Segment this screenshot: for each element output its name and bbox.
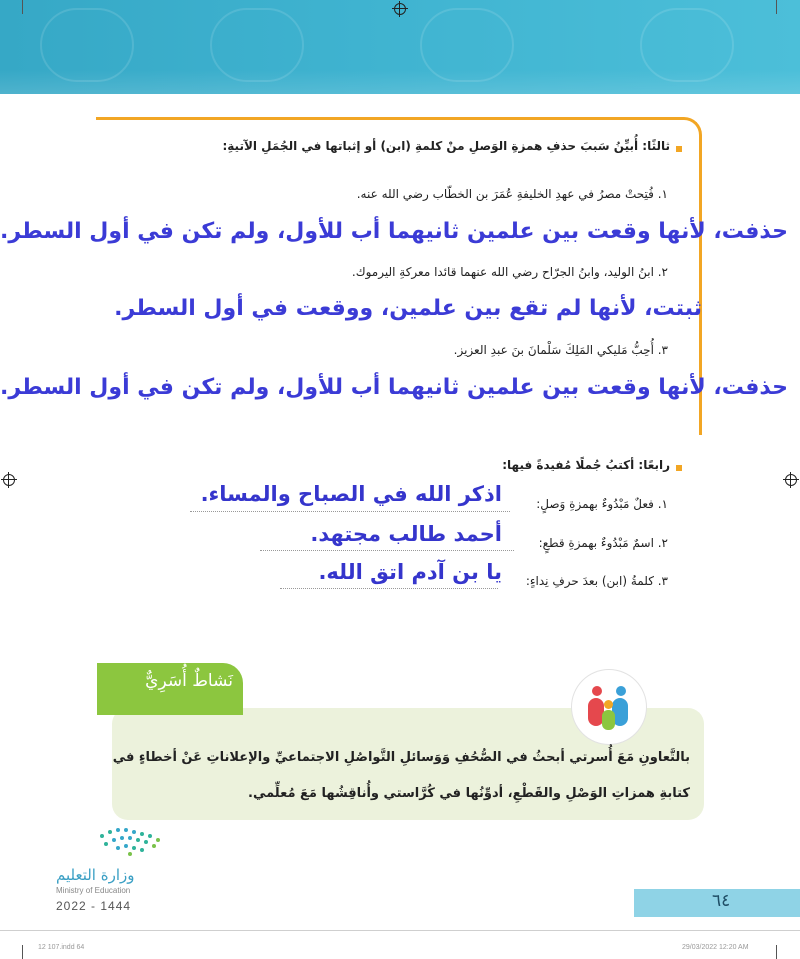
edition-year: 2022 - 1444: [56, 899, 132, 913]
ministry-name-en: Ministry of Education: [56, 886, 131, 895]
section4-prompt-2: ٢. اسمٌ مَبْدُوءٌ بهمزةِ قطعٍ:: [538, 536, 668, 550]
file-label: 12 107.indd 64: [38, 944, 85, 951]
section3-heading: ثالثًا: أُبيِّنُ سَببَ حذفِ همزةِ الوَصلِ منْ كلمةِ (ابن) أو إثباتها في الجُمَلِ الآتيةِ:: [222, 139, 670, 153]
activity-title: نَشاطٌ أُسَرِيٌّ: [145, 671, 233, 691]
section4-answer-2: أحمد طالب مجتهد.: [310, 522, 502, 546]
registration-mark-icon: [785, 474, 797, 486]
answer-line: [280, 587, 498, 589]
section3-sentence-3: ٣. أُحِبُّ مَليكي المَلِكَ سَلْمانَ بنَ عبدِ العزيز.: [453, 343, 668, 357]
activity-line-1: بالتَّعاونِ مَعَ أُسرتي أبحثُ في الصُّحُفِ وَوَسائلِ التَّواصُلِ الاجتماعيِّ والإعلاناتِ عَنْ أخطاءٍ في: [112, 750, 690, 765]
section4-prompt-3: ٣. كلمةُ (ابن) بعدَ حرفِ نِداءٍ:: [525, 574, 668, 588]
ministry-name-ar: وزارة التعليم: [56, 866, 135, 884]
section3-answer-3: حذفت، لأنها وقعت بين علمين ثانيهما أب للأول، ولم تكن في أول السطر.: [0, 375, 788, 400]
section3-answer-2: ثبتت، لأنها لم تقع بين علمين، ووقعت في أول السطر.: [114, 296, 702, 321]
crop-mark: [22, 0, 23, 14]
answer-line: [260, 549, 514, 551]
section4-answer-1: اذكر الله في الصباح والمساء.: [200, 482, 502, 506]
print-date: 29/03/2022 12:20 AM: [682, 944, 749, 951]
answer-line: [190, 510, 510, 512]
section4-prompt-1: ١. فعلٌ مَبْدُوءٌ بهمزةِ وَصلٍ:: [536, 497, 668, 511]
bullet-icon: [676, 465, 682, 471]
section3-sentence-1: ١. فُتِحتْ مصرُ في عهدِ الخليفةِ عُمَرَ بن الخطّاب رضي الله عنه.: [356, 187, 668, 201]
ministry-logo-icon: [100, 828, 164, 858]
section4-heading: رابعًا: أكتبُ جُملًا مُفيدةً فيها:: [502, 458, 670, 472]
section3-answer-1: حذفت، لأنها وقعت بين علمين ثانيهما أب للأول، ولم تكن في أول السطر.: [0, 219, 788, 244]
print-line: [0, 930, 800, 931]
registration-mark-icon: [3, 474, 15, 486]
bullet-icon: [676, 146, 682, 152]
crop-mark: [776, 0, 777, 14]
section3-sentence-2: ٢. ابنُ الوليد، وابنُ الجرّاح رضي الله عنهما قائدا معركةِ اليرموك.: [351, 265, 668, 279]
banner-wave: [0, 70, 800, 94]
crop-mark: [776, 945, 777, 959]
activity-line-2: كتابةِ همزاتِ الوَصْلِ والقَطْعِ، أدوِّنُها في كُرَّاستي وأُناقِشُها مَعَ مُعلِّمي.: [248, 786, 690, 801]
page-number: ٦٤: [712, 891, 731, 911]
section4-answer-3: يا بن آدم اتق الله.: [318, 560, 502, 584]
family-icon: [572, 670, 646, 744]
registration-mark-icon: [394, 3, 406, 15]
crop-mark: [22, 945, 23, 959]
